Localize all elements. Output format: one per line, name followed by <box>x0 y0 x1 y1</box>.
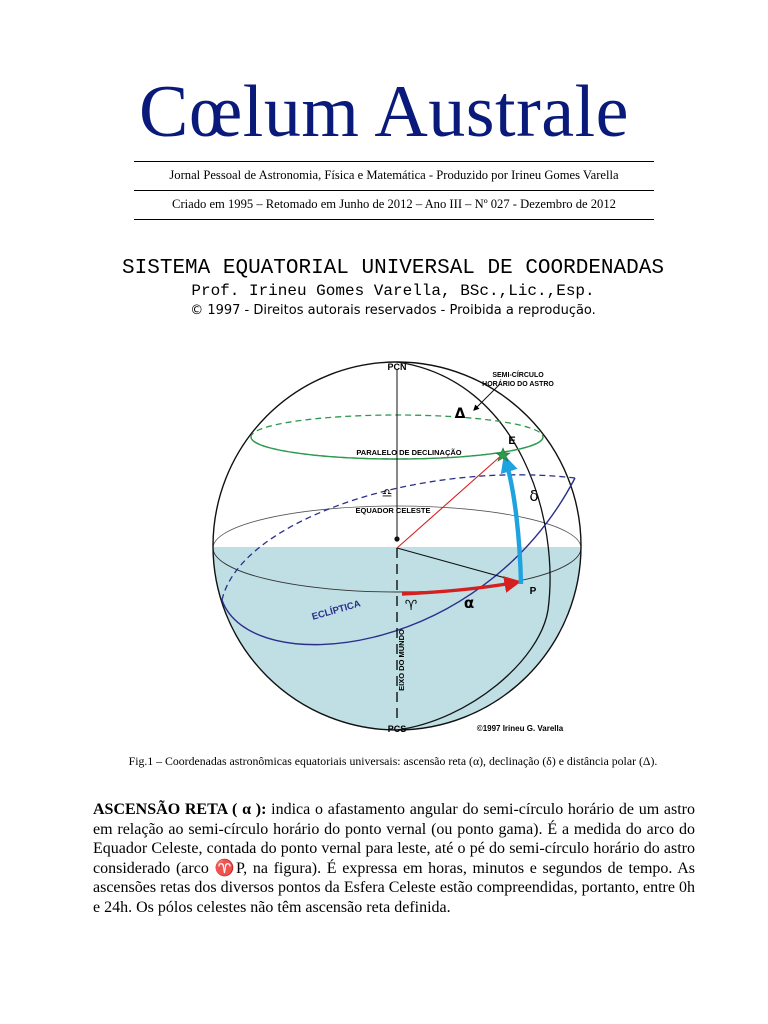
body-text: indica o afastamento angular do semi-círculo horário de um astro em relação ao semi-círculo horário do ponto vernal (ou ponto gama). É a medida do arco do Equador Celeste, contada do ponto vernal para leste, até o pé do semi-círculo horário do astro considerado (arco ♈P, na figura). É expressa em horas, minutos e segundos de tempo. As ascensões retas dos diversos pontos da Esfera Celeste estão compreendidas, portanto, entre 0h e 24h. Os pólos celestes não têm ascensão reta definida. <box>93 801 696 916</box>
celestial-sphere-figure <box>190 354 610 740</box>
tagline: Jornal Pessoal de Astronomia, Física e Matemática - Produzido por Irineu Gomes Varella <box>169 168 619 182</box>
figure-caption: Fig.1 – Coordenadas astronômicas equatoriais universais: ascensão reta (α), declinação (δ) e distância polar (Δ). <box>128 754 658 768</box>
masthead-title: Cœlum Australe <box>138 71 630 153</box>
label-semicirculo: SEMI-CÍRCULO <box>492 372 544 379</box>
aries-icon: ♈ <box>404 598 418 614</box>
figure-credit: ©1997 Irineu G. Varella <box>476 724 564 733</box>
label-pcn: PCN <box>387 362 407 372</box>
sphere-center <box>394 536 399 541</box>
header-rule-middle <box>134 190 654 191</box>
label-p: P <box>529 586 537 597</box>
label-equador: EQUADOR CELESTE <box>355 506 431 515</box>
label-polar-distance: Δ <box>454 406 466 422</box>
issue-line: Criado em 1995 – Retomado em Junho de 2012 – Ano III – Nº 027 - Dezembro de 2012 <box>172 197 616 211</box>
label-eixo: EIXO DO MUNDO <box>397 629 406 691</box>
header-rule-top <box>134 161 654 162</box>
body-term: ASCENSÃO RETA ( α ): <box>93 801 267 818</box>
article-title: SISTEMA EQUATORIAL UNIVERSAL DE COORDENADAS <box>122 257 664 280</box>
label-declination: δ <box>529 487 539 505</box>
body-paragraph <box>93 800 695 918</box>
article-author: Prof. Irineu Gomes Varella, BSc.,Lic.,Esp. <box>191 282 595 300</box>
radius-to-star <box>397 454 503 548</box>
label-star-e: E <box>508 435 516 447</box>
label-ecliptica: ECLÍPTICA <box>310 598 362 623</box>
label-horario: HORÁRIO DO ASTRO <box>482 381 554 388</box>
label-pcs: PCS <box>387 724 407 734</box>
libra-icon: ♎ <box>381 486 393 500</box>
copyright-notice: © 1997 - Direitos autorais reservados - Proibida a reprodução. <box>190 303 596 318</box>
celestial-sphere-diagram <box>190 354 610 740</box>
label-paralelo: PARALELO DE DECLINAÇÃO <box>356 448 462 457</box>
label-right-ascension: α <box>463 594 475 612</box>
header-rule-bottom <box>134 219 654 220</box>
